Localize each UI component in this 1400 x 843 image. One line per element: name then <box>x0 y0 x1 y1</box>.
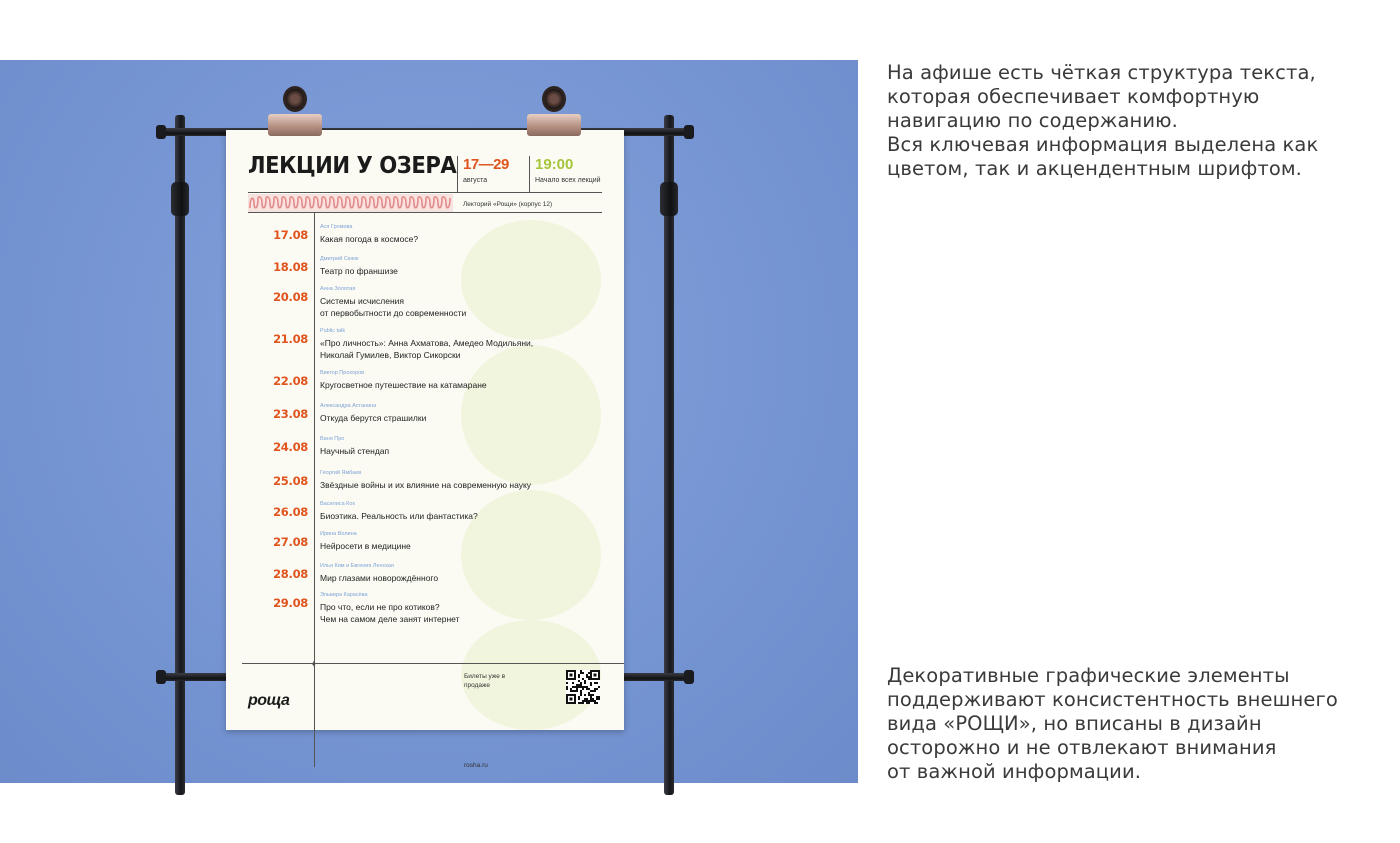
poster-dates: 17—29 <box>463 156 509 173</box>
lecture-title <box>320 412 426 424</box>
description-line: от важной информации. <box>887 760 1142 783</box>
lecture-speaker: Георгий Ямбаев <box>320 470 362 476</box>
stand-collar <box>171 182 189 216</box>
lecture-date: 29.08 <box>273 596 308 610</box>
lecture-title <box>320 572 438 584</box>
lecture-date: 27.08 <box>273 535 308 549</box>
lecture-title-line: Звёздные войны и их влияние на современную науку <box>320 480 532 490</box>
divider <box>242 663 624 664</box>
divider <box>248 212 602 213</box>
description-line: навигацию по содержанию. <box>887 109 1178 132</box>
lecture-speaker: Ваня Про <box>320 436 345 442</box>
lecture-speaker: Илья Ким и Евгения Ленская <box>320 563 394 569</box>
lecture-title-line: Николай Гумилев, Виктор Сикорски <box>320 350 461 360</box>
lecture-title-line: Про что, если не про котиков? <box>320 602 440 612</box>
poster-mockup-scene <box>0 60 858 783</box>
lecture-speaker: Дмитрий Сююк <box>320 256 359 262</box>
sparkle-icon: ✦ <box>310 659 318 669</box>
stand-knob <box>684 125 694 139</box>
lecture-title <box>320 445 389 457</box>
stand-collar <box>660 182 678 216</box>
description-line: Декоративные графические элементы <box>887 664 1290 687</box>
poster-title: ЛЕКЦИИ У ОЗЕРА <box>248 153 457 179</box>
divider <box>529 156 530 192</box>
lecture-date: 20.08 <box>273 290 308 304</box>
decor-shape <box>461 490 601 620</box>
timeline-line <box>314 212 315 767</box>
poster-logo: роща <box>248 692 290 709</box>
lecture-speaker: Ирина Волина <box>320 531 357 537</box>
lecture-title-line: Научный стендап <box>320 446 390 456</box>
lecture-speaker: Анна Золотая <box>320 286 356 292</box>
lecture-title-line: от первобытности до современности <box>320 308 467 318</box>
divider <box>457 156 458 192</box>
lecture-date: 24.08 <box>273 440 308 454</box>
lecture-title <box>320 510 478 522</box>
stand-pole-left <box>175 115 185 795</box>
poster-time: 19:00 <box>535 156 574 173</box>
lecture-title-line: Мир глазами новорождённого <box>320 573 439 583</box>
lecture-date: 28.08 <box>273 567 308 581</box>
poster-venue: Лекторий «Рощи» (корпус 12) <box>463 201 553 208</box>
lecture-date: 26.08 <box>273 505 308 519</box>
decor-shape <box>461 220 601 340</box>
description-bottom <box>887 664 1357 784</box>
description-line: цветом, так и акцендентным шрифтом. <box>887 157 1302 180</box>
lecture-title <box>320 233 418 245</box>
description-line: осторожно и не отвлекают внимания <box>887 736 1277 759</box>
poster <box>226 130 624 769</box>
lecture-title-line: Нейросети в медицине <box>320 541 411 551</box>
lecture-title-line: Чем на самом деле занят интернет <box>320 614 460 624</box>
lecture-title-line: Откуда берутся страшилки <box>320 413 427 423</box>
stand-pole-right <box>664 115 674 795</box>
description-top <box>887 61 1357 181</box>
decor-wave <box>248 194 453 212</box>
lecture-speaker: Ася Громова <box>320 224 353 230</box>
lecture-date: 18.08 <box>273 260 308 274</box>
lecture-title <box>320 295 466 319</box>
stand-knob <box>156 125 166 139</box>
lecture-date: 23.08 <box>273 407 308 421</box>
binder-clip <box>268 86 322 146</box>
description-line: На афише есть чёткая структура текста, <box>887 61 1316 84</box>
lecture-title <box>320 540 411 552</box>
lecture-speaker: Виктор Прохоров <box>320 370 365 376</box>
poster-month: августа <box>463 177 488 184</box>
lecture-title-line: «Про личность»: Анна Ахматова, Амедео Модильяни, <box>320 338 534 348</box>
lecture-date: 21.08 <box>273 332 308 346</box>
lecture-date: 22.08 <box>273 374 308 388</box>
poster-url: rosha.ru <box>464 762 488 769</box>
binder-clip <box>527 86 581 146</box>
lecture-date: 17.08 <box>273 228 308 242</box>
stand-knob <box>684 670 694 684</box>
lecture-title <box>320 379 487 391</box>
lecture-title-line: Биоэтика. Реальность или фантастика? <box>320 511 478 521</box>
lecture-title-line: Театр по франшизе <box>320 266 398 276</box>
poster-tickets: Билеты уже в продаже <box>464 673 506 689</box>
description-line: поддерживают консистентность внешнего <box>887 688 1338 711</box>
lecture-title <box>320 337 533 361</box>
lecture-title <box>320 265 398 277</box>
description-line: которая обеспечивает комфортную <box>887 85 1260 108</box>
decor-shape <box>461 345 601 485</box>
lecture-speaker: Public talk <box>320 328 346 334</box>
qr-code-icon <box>566 670 600 704</box>
lecture-title <box>320 601 460 625</box>
lecture-speaker: Василиса Кох <box>320 501 356 507</box>
lecture-speaker: Эльвира Карасёва <box>320 592 368 598</box>
lecture-title <box>320 479 531 491</box>
lecture-title-line: Системы исчисления <box>320 296 405 306</box>
divider <box>248 192 602 193</box>
poster-time-caption: Начало всех лекций <box>535 177 601 184</box>
lecture-title-line: Кругосветное путешествие на катамаране <box>320 380 487 390</box>
stand-knob <box>156 670 166 684</box>
description-line: Вся ключевая информация выделена как <box>887 133 1319 156</box>
lecture-date: 25.08 <box>273 474 308 488</box>
lecture-title-line: Какая погода в космосе? <box>320 234 419 244</box>
lecture-speaker: Александра Астанина <box>320 403 377 409</box>
description-line: вида «РОЩИ», но вписаны в дизайн <box>887 712 1262 735</box>
